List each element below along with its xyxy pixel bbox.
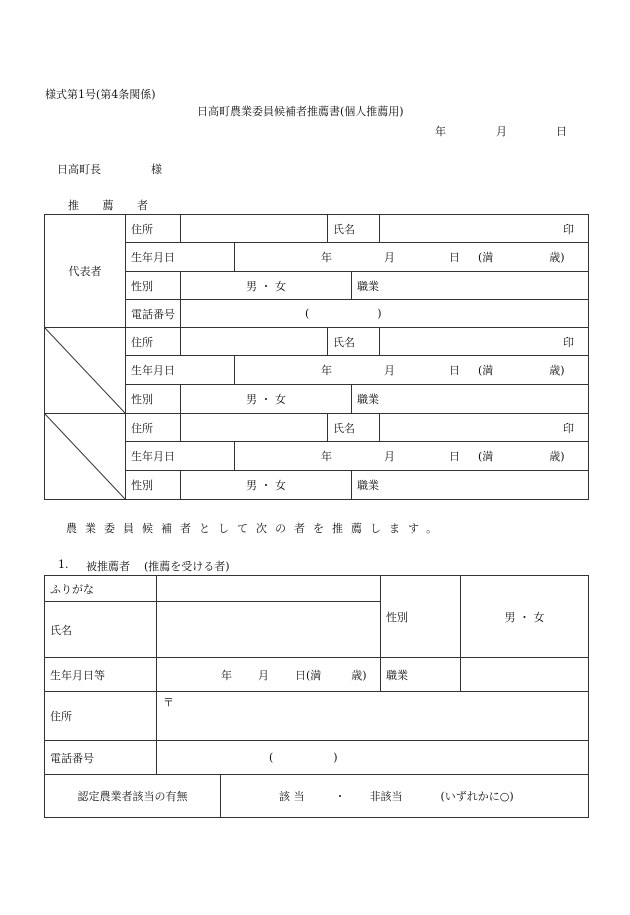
seal-mark: 印 [563,222,574,236]
addressee-honorific: 様 [151,163,162,176]
nominee-name-field[interactable] [157,602,381,658]
nominee-phone-field[interactable] [157,741,589,775]
representative-label: 代表者 [45,215,126,328]
birth-year-label: 年 [321,364,332,377]
birth-day-label: 日 [449,251,460,264]
option-separator: ・ [334,790,346,803]
nominee-section-note: (推薦を受ける者) [144,560,230,573]
address-label: 住所 [126,328,181,356]
birth-day-label: 日 [449,450,460,463]
address-field[interactable] [181,414,328,442]
address-field[interactable] [181,328,328,356]
occupation-label: 職業 [352,272,589,300]
nominee-phone-paren-close: ) [333,751,338,764]
birth-age-close: 歳) [549,364,565,377]
recommender-heading: 推 薦 者 [68,199,158,212]
document-title: 日高町農業委員候補者推薦書(個人推薦用) [197,105,404,118]
recommender-row [45,215,589,243]
name-field[interactable] [380,414,589,442]
applicable-option[interactable]: 該 当 [279,790,305,803]
form-number: 様式第1号(第4条関係) [45,88,156,101]
birth-age-close: 歳) [549,251,565,264]
recommendation-statement: 農業委員候補者として次の者を推薦します。 [66,522,446,535]
sex-choice[interactable]: 男 ・ 女 [181,471,352,500]
nominee-address-label: 住所 [45,692,157,741]
furigana-label: ふりがな [45,576,157,602]
seal-mark: 印 [563,421,574,435]
birth-field[interactable] [235,243,589,272]
date-day-label: 日 [556,125,567,138]
birth-year-label: 年 [321,450,332,463]
nominee-section-title: 被推薦者 [86,560,130,573]
nominee-birth-year: 年 [221,668,232,682]
diagonal-line-icon [45,414,125,499]
name-field[interactable] [380,328,589,356]
phone-label: 電話番号 [126,300,181,328]
diagonal-line-icon [45,328,125,413]
nominee-phone-paren-open: ( [269,751,274,764]
phone-paren-open: ( [305,307,310,320]
birth-day-label: 日 [449,364,460,377]
diagonal-cell [45,328,126,414]
birth-year-label: 年 [321,251,332,264]
name-label: 氏名 [328,328,380,356]
sex-label: 性別 [126,471,181,500]
recommender-row [45,328,589,356]
nominee-birth-field[interactable] [157,658,381,692]
birth-label: 生年月日 [126,243,235,272]
recommender-row [45,272,589,300]
address-label: 住所 [126,414,181,442]
postal-mark-icon: 〒 [163,696,174,709]
nominee-name-label: 氏名 [45,602,157,658]
date-year-label: 年 [435,125,446,138]
name-label: 氏名 [328,414,380,442]
birth-age-close: 歳) [549,450,565,463]
recommender-row [45,385,589,414]
phone-field[interactable] [181,300,589,328]
birth-month-label: 月 [384,251,395,264]
birth-month-label: 月 [384,364,395,377]
recommender-row [45,243,589,272]
certified-farmer-label: 認定農業者該当の有無 [45,775,221,818]
recommender-row [45,300,589,328]
nominee-occupation-field[interactable] [461,658,589,692]
recommender-row [45,414,589,442]
nominee-birth-label: 生年月日等 [45,658,157,692]
nominee-occupation-label: 職業 [381,658,461,692]
nominee-sex-choice[interactable]: 男 ・ 女 [461,576,589,658]
name-field[interactable] [380,215,589,243]
nominee-phone-label: 電話番号 [45,741,157,775]
sex-label: 性別 [126,385,181,414]
addressee: 日高町長 [57,163,101,176]
sex-choice[interactable]: 男 ・ 女 [181,385,352,414]
birth-age-open: (満 [478,450,494,463]
seal-mark: 印 [563,335,574,349]
sex-choice[interactable]: 男 ・ 女 [181,272,352,300]
recommender-table [44,214,589,500]
sex-label: 性別 [126,272,181,300]
nominee-birth-day: 日(満 [295,668,322,682]
nominee-table [44,575,589,818]
nominee-section-number: 1. [58,558,69,571]
certified-farmer-choice[interactable] [221,775,589,818]
birth-label: 生年月日 [126,356,235,385]
date-month-label: 月 [496,125,507,138]
furigana-field[interactable] [157,576,381,602]
choose-note: (いずれかに○) [440,790,514,803]
nominee-sex-label: 性別 [381,576,461,658]
birth-age-open: (満 [478,251,494,264]
address-label: 住所 [126,215,181,243]
occupation-label: 職業 [352,385,589,414]
diagonal-cell [45,414,126,500]
birth-age-open: (満 [478,364,494,377]
birth-field[interactable] [235,356,589,385]
nominee-birth-age-close: 歳) [351,668,367,682]
recommender-row [45,471,589,500]
recommender-row [45,356,589,385]
birth-field[interactable] [235,442,589,471]
phone-paren-close: ) [377,307,382,320]
not-applicable-option[interactable]: 非該当 [369,790,403,803]
name-label: 氏名 [328,215,380,243]
address-field[interactable] [181,215,328,243]
birth-label: 生年月日 [126,442,235,471]
occupation-label: 職業 [352,471,589,500]
birth-month-label: 月 [384,450,395,463]
recommender-row [45,442,589,471]
nominee-birth-month: 月 [258,668,269,682]
nominee-address-field[interactable] [157,692,589,741]
